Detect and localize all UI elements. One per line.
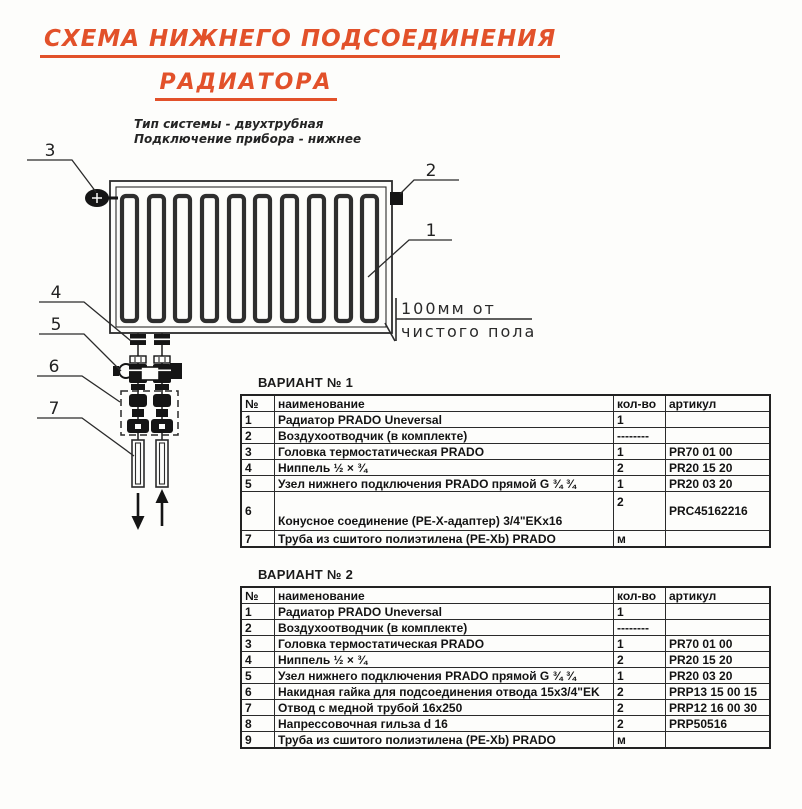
title-line-2: РАДИАТОРА: [155, 70, 336, 101]
part-sku-cell: PRC45162216: [666, 492, 771, 531]
part-number-cell: 2: [241, 620, 275, 636]
svg-text:3: 3: [44, 141, 56, 161]
part-qty-cell: 2: [614, 700, 666, 716]
part-sku-cell: [666, 732, 771, 749]
part-name-cell: Радиатор PRADO Uneversal: [275, 604, 614, 620]
callout-7: [37, 399, 134, 456]
table-row: [241, 700, 770, 716]
pex-pipes: [132, 440, 168, 487]
callout-3: [27, 141, 96, 192]
pex-adapters-group: [121, 391, 178, 435]
header-name: наименование: [275, 587, 614, 604]
callout-6: [37, 357, 120, 402]
part-number-cell: 7: [241, 531, 275, 548]
part-name-cell: Головка термостатическая PRADO: [275, 636, 614, 652]
part-sku-cell: [666, 412, 771, 428]
part-number-cell: 8: [241, 716, 275, 732]
part-number-cell: 5: [241, 668, 275, 684]
part-qty-cell: 2: [614, 460, 666, 476]
part-name-cell: Воздухоотводчик (в комплекте): [275, 620, 614, 636]
variant-1-table: [240, 394, 771, 548]
radiator-body: [110, 181, 392, 333]
header-qty: кол-во: [614, 587, 666, 604]
part-sku-cell: [666, 531, 771, 548]
table-row: [241, 652, 770, 668]
variant-1-section: [240, 375, 749, 548]
part-sku-cell: PRP13 15 00 15: [666, 684, 771, 700]
part-name-cell: Ниппель ½ × ¾: [275, 460, 614, 476]
part-name-cell: Конусное соединение (PE-X-адаптер) 3/4"EKx16: [275, 492, 614, 531]
table-row: [241, 668, 770, 684]
part-number-cell: 9: [241, 732, 275, 749]
variant-1-title: ВАРИАНТ № 1: [258, 375, 354, 390]
variant-2-table: [240, 586, 771, 749]
header-sku: артикул: [666, 587, 771, 604]
variant-2-section: [240, 567, 758, 749]
part-qty-cell: 2: [614, 492, 666, 531]
table-row: [241, 531, 770, 548]
part-sku-cell: PR20 15 20: [666, 652, 771, 668]
part-qty-cell: м: [614, 531, 666, 548]
table-row: [241, 428, 770, 444]
header-num: №: [241, 395, 275, 412]
table-row: [241, 636, 770, 652]
part-sku-cell: PRP50516: [666, 716, 771, 732]
part-name-cell: Узел нижнего подключения PRADO прямой G ¾ ¾: [275, 476, 614, 492]
table-row: [241, 460, 770, 476]
part-name-cell: Головка термостатическая PRADO: [275, 444, 614, 460]
page-title: [40, 26, 557, 101]
part-qty-cell: --------: [614, 620, 666, 636]
part-sku-cell: PRP12 16 00 30: [666, 700, 771, 716]
part-sku-cell: [666, 604, 771, 620]
part-qty-cell: 2: [614, 652, 666, 668]
part-sku-cell: PR70 01 00: [666, 636, 771, 652]
part-sku-cell: [666, 428, 771, 444]
part-number-cell: 6: [241, 684, 275, 700]
svg-text:2: 2: [425, 161, 437, 181]
air-vent-icon: [390, 192, 403, 205]
floor-level-mark: [385, 298, 536, 341]
part-name-cell: Труба из сшитого полиэтилена (PE-Xb) PRADO: [275, 732, 614, 749]
part-sku-cell: PR20 15 20: [666, 460, 771, 476]
part-number-cell: 4: [241, 652, 275, 668]
svg-text:5: 5: [50, 315, 62, 335]
part-sku-cell: [666, 620, 771, 636]
flow-arrow-in: [156, 489, 169, 526]
table-row: [241, 684, 770, 700]
table-row: [241, 492, 770, 531]
part-qty-cell: 1: [614, 604, 666, 620]
part-name-cell: Накидная гайка для подсоединения отвода 15x3/4"EK: [275, 684, 614, 700]
floor-note-line-2: чистого пола: [401, 322, 537, 341]
part-qty-cell: 2: [614, 684, 666, 700]
part-qty-cell: 1: [614, 412, 666, 428]
svg-text:6: 6: [48, 357, 60, 377]
connection-type-line: Подключение прибора - нижнее: [134, 132, 362, 146]
part-number-cell: 6: [241, 492, 275, 531]
system-type-line: Тип системы - двухтрубная: [134, 117, 324, 131]
part-number-cell: 3: [241, 444, 275, 460]
table-row: [241, 412, 770, 428]
part-qty-cell: --------: [614, 428, 666, 444]
title-line-1: СХЕМА НИЖНЕГО ПОДСОЕДИНЕНИЯ: [40, 26, 560, 58]
part-number-cell: 4: [241, 460, 275, 476]
nipple-fittings: [130, 334, 170, 345]
header-sku: артикул: [666, 395, 771, 412]
table-row: [241, 604, 770, 620]
part-number-cell: 2: [241, 428, 275, 444]
header-qty: кол-во: [614, 395, 666, 412]
header-name: наименование: [275, 395, 614, 412]
part-name-cell: Радиатор PRADO Uneversal: [275, 412, 614, 428]
part-sku-cell: PR70 01 00: [666, 444, 771, 460]
table-row: [241, 620, 770, 636]
part-name-cell: Воздухоотводчик (в комплекте): [275, 428, 614, 444]
part-sku-cell: PR20 03 20: [666, 476, 771, 492]
part-number-cell: 3: [241, 636, 275, 652]
part-qty-cell: 1: [614, 476, 666, 492]
floor-note-line-1: 100мм от: [401, 299, 496, 318]
part-qty-cell: 2: [614, 716, 666, 732]
part-name-cell: Узел нижнего подключения PRADO прямой G ¾ ¾: [275, 668, 614, 684]
header-num: №: [241, 587, 275, 604]
part-qty-cell: м: [614, 732, 666, 749]
svg-text:4: 4: [50, 283, 62, 303]
table-row: [241, 476, 770, 492]
part-name-cell: Отвод с медной трубой 16x250: [275, 700, 614, 716]
table-header-row: [241, 395, 770, 412]
part-sku-cell: PR20 03 20: [666, 668, 771, 684]
variant-2-title: ВАРИАНТ № 2: [258, 567, 354, 582]
part-qty-cell: 1: [614, 636, 666, 652]
part-number-cell: 1: [241, 412, 275, 428]
part-number-cell: 7: [241, 700, 275, 716]
svg-text:1: 1: [425, 221, 437, 241]
part-qty-cell: 1: [614, 668, 666, 684]
bottom-connection-valve: [113, 356, 182, 390]
callout-2: [400, 161, 459, 194]
part-name-cell: Напрессовочная гильза d 16: [275, 716, 614, 732]
table-header-row: [241, 587, 770, 604]
table-row: [241, 732, 770, 749]
part-qty-cell: 1: [614, 444, 666, 460]
part-name-cell: Ниппель ½ × ¾: [275, 652, 614, 668]
table-row: [241, 716, 770, 732]
part-name-cell: Труба из сшитого полиэтилена (PE-Xb) PRADO: [275, 531, 614, 548]
table-row: [241, 444, 770, 460]
part-number-cell: 1: [241, 604, 275, 620]
flow-arrow-out: [132, 493, 145, 530]
svg-text:7: 7: [48, 399, 60, 419]
part-number-cell: 5: [241, 476, 275, 492]
